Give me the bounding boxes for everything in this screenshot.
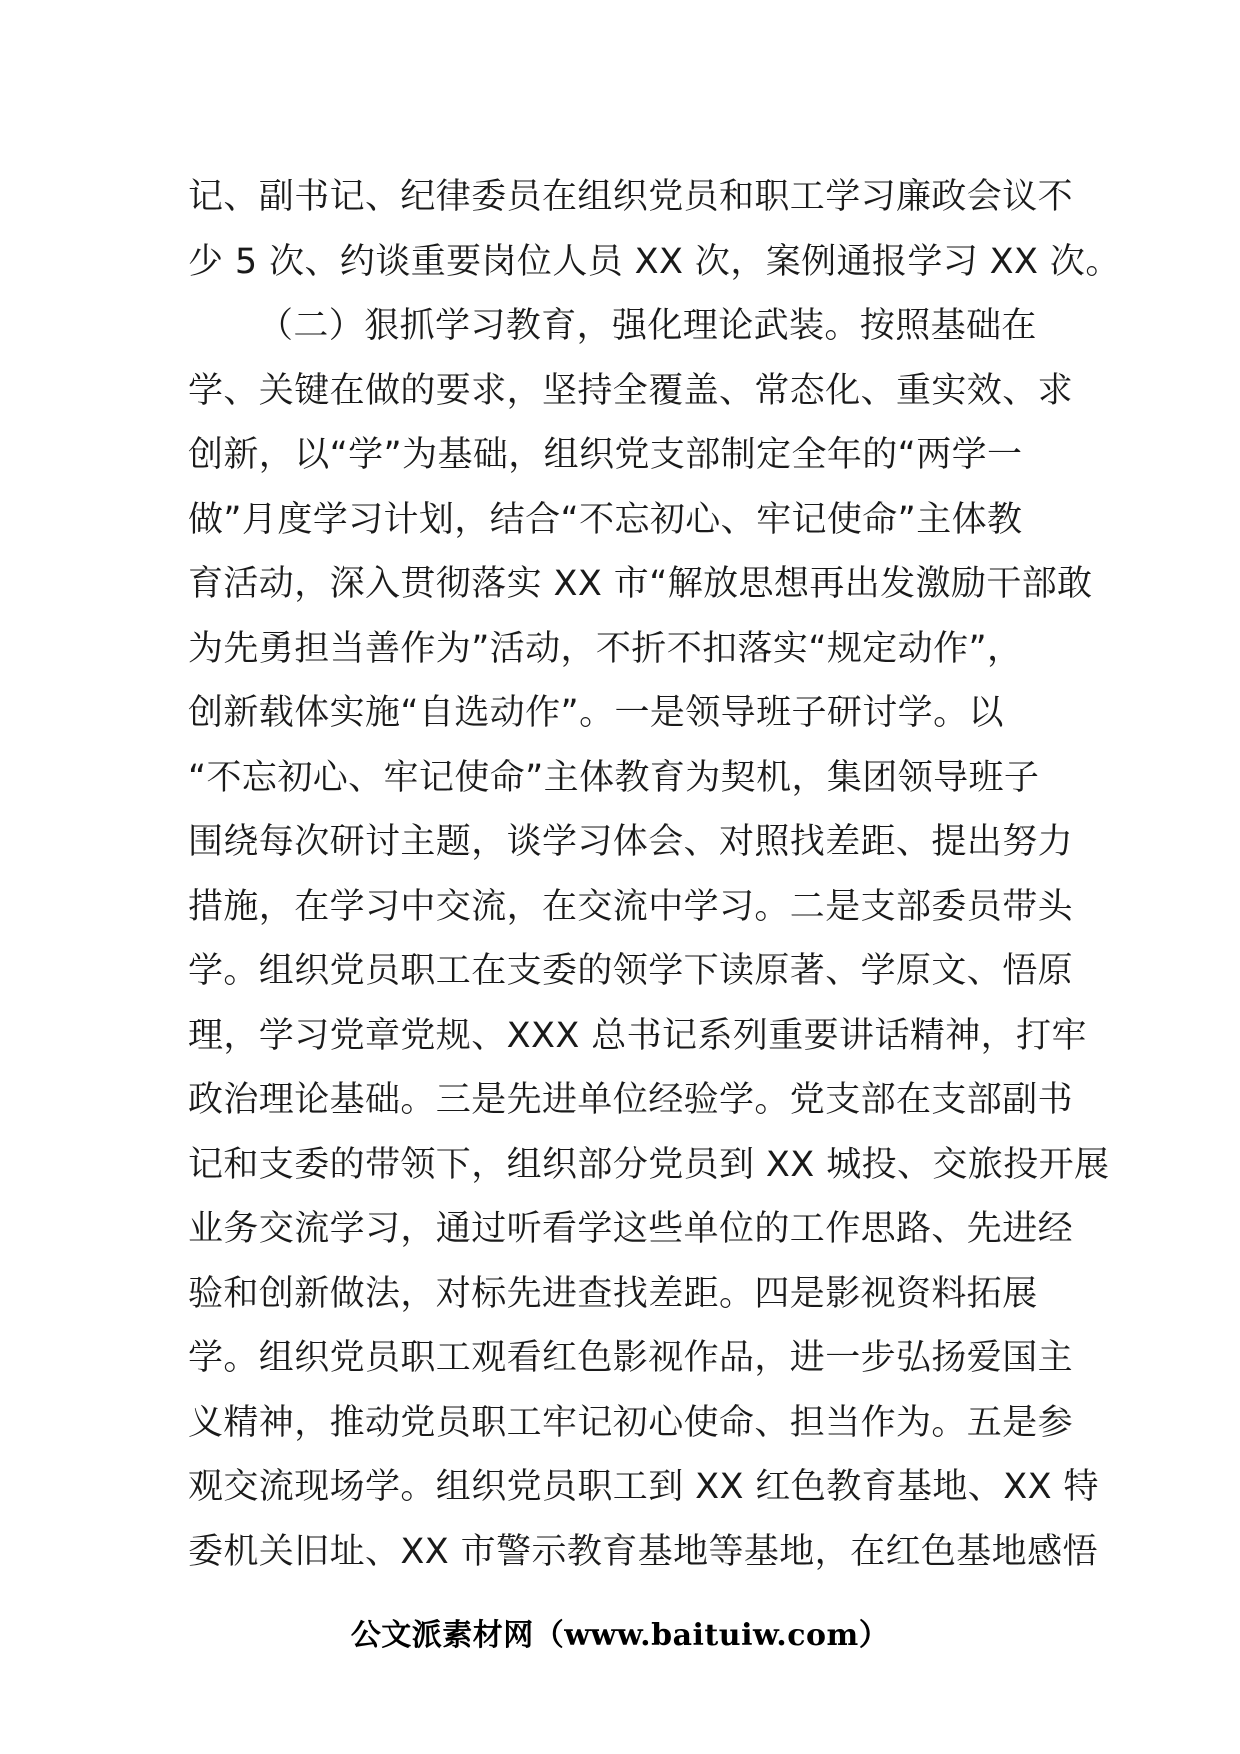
text-line: 观交流现场学。组织党员职工到 XX 红色教育基地、XX 特	[188, 1467, 1099, 1507]
section-heading-line: （二）狠抓学习教育，强化理论武装。按照基础在	[258, 306, 1037, 346]
text-line: 义精神，推动党员职工牢记初心使命、担当作为。五是参	[188, 1402, 1074, 1443]
text-line: 学、关键在做的要求，坚持全覆盖、常态化、重实效、求	[188, 370, 1074, 411]
text-line: 措施，在学习中交流，在交流中学习。二是支部委员带头	[188, 886, 1074, 927]
text-line: 创新载体实施“自选动作”。一是领导班子研讨学。以	[188, 693, 1004, 733]
text-line: 围绕每次研讨主题，谈学习体会、对照找差距、提出努力	[188, 822, 1074, 862]
body-text	[188, 165, 1121, 1584]
text-line: 委机关旧址、XX 市警示教育基地等基地，在红色基地感悟	[188, 1531, 1098, 1572]
text-line: 政治理论基础。三是先进单位经验学。党支部在支部副书	[188, 1080, 1074, 1120]
text-line: 少 5 次、约谈重要岗位人员 XX 次，案例通报学习 XX 次。	[188, 241, 1121, 282]
text-line: 验和创新做法，对标先进查找差距。四是影视资料拓展	[188, 1273, 1038, 1314]
footer-watermark: 公文派素材网（www.baituiw.com）	[350, 1618, 890, 1653]
text-line: 学。组织党员职工观看红色影视作品，进一步弘扬爱国主	[188, 1338, 1074, 1378]
text-line: 业务交流学习，通过听看学这些单位的工作思路、先进经	[188, 1209, 1074, 1249]
text-line: 做”月度学习计划，结合“不忘初心、牢记使命”主体教	[188, 499, 1023, 540]
text-line: 育活动，深入贯彻落实 XX 市“解放思想再出发激励干部敢	[188, 564, 1093, 604]
text-line: 学。组织党员职工在支委的领学下读原著、学原文、悟原	[188, 951, 1074, 991]
text-line: “不忘初心、牢记使命”主体教育为契机，集团领导班子	[188, 757, 1040, 798]
text-line: 为先勇担当善作为”活动，不折不扣落实“规定动作”，	[188, 628, 1023, 669]
text-line: 记、副书记、纪律委员在组织党员和职工学习廉政会议不	[188, 177, 1074, 217]
text-line: 创新，以“学”为基础，组织党支部制定全年的“两学一	[188, 435, 1023, 475]
text-line: 理，学习党章党规、XXX 总书记系列重要讲话精神，打牢	[188, 1015, 1087, 1056]
text-line: 记和支委的带领下，组织部分党员到 XX 城投、交旅投开展	[188, 1144, 1110, 1185]
